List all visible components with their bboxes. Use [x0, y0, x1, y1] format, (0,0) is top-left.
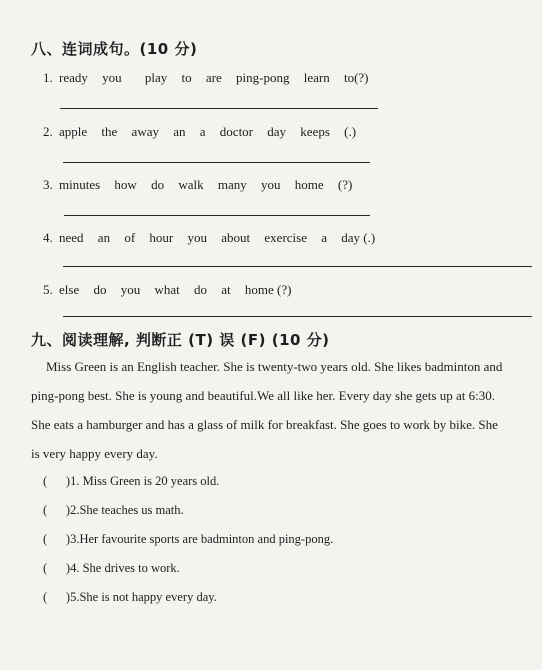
statement-5[interactable]: ( )5.She is not happy every day. — [43, 590, 217, 604]
section-8-title: 八、连词成句。(10 分) — [31, 40, 198, 58]
word: of — [124, 230, 136, 245]
word: to — [181, 70, 192, 85]
word: to(?) — [343, 70, 369, 85]
word: minutes — [59, 177, 101, 192]
statement-2[interactable]: ( )2.She teaches us math. — [43, 503, 184, 517]
passage-line-4: is very happy every day. — [31, 446, 158, 461]
word: ready — [59, 70, 88, 85]
question-5 — [43, 282, 302, 298]
word: at — [221, 282, 231, 297]
question-number: 1. — [43, 70, 53, 85]
word: doctor — [219, 124, 254, 139]
word: are — [205, 70, 222, 85]
word: keeps — [300, 124, 330, 139]
answer-line-3[interactable] — [64, 215, 370, 216]
word: day — [267, 124, 287, 139]
word: home (?) — [244, 282, 292, 297]
word: (?) — [337, 177, 353, 192]
word: need — [59, 230, 84, 245]
word: an — [173, 124, 186, 139]
word: else — [59, 282, 80, 297]
word: play — [144, 70, 168, 85]
word: you — [187, 230, 208, 245]
answer-line-4[interactable] — [63, 266, 532, 267]
word: learn — [303, 70, 330, 85]
word: apple — [59, 124, 88, 139]
word: you — [102, 70, 122, 85]
word: about — [221, 230, 251, 245]
word: do — [151, 177, 165, 192]
word: walk — [178, 177, 204, 192]
statement-1[interactable]: ( )1. Miss Green is 20 years old. — [43, 474, 220, 488]
passage-line-2: ping-pong best. She is young and beautiful.We all like her. Every day she gets up at 6:30. — [31, 388, 495, 403]
passage-line-1: Miss Green is an English teacher. She is twenty-two years old. She likes badminton and — [46, 359, 503, 374]
question-number: 2. — [43, 124, 53, 139]
word: hour — [149, 230, 174, 245]
answer-line-5[interactable] — [63, 316, 532, 317]
word: day (.) — [341, 230, 376, 245]
statement-3[interactable]: ( )3.Her favourite sports are badminton and ping-pong. — [43, 532, 334, 546]
passage-line-3: She eats a hamburger and has a glass of milk for breakfast. She goes to work by bike. She — [31, 417, 498, 432]
question-1 — [43, 70, 380, 86]
word: many — [217, 177, 247, 192]
word: you — [120, 282, 141, 297]
question-4 — [43, 230, 386, 246]
answer-line-2[interactable] — [63, 162, 370, 163]
word: a — [199, 124, 206, 139]
word: away — [131, 124, 159, 139]
word: home — [294, 177, 324, 192]
word: do — [194, 282, 207, 297]
question-number: 3. — [43, 177, 53, 192]
word: a — [321, 230, 328, 245]
word: the — [101, 124, 118, 139]
question-2 — [43, 124, 367, 140]
word: an — [97, 230, 111, 245]
word: how — [114, 177, 137, 192]
word: (.) — [344, 124, 357, 139]
word: you — [260, 177, 281, 192]
question-number: 5. — [43, 282, 53, 297]
statement-4[interactable]: ( )4. She drives to work. — [43, 561, 180, 575]
word: what — [154, 282, 180, 297]
word: exercise — [264, 230, 307, 245]
section-9-title: 九、阅读理解, 判断正 (T) 误 (F) (10 分) — [31, 331, 330, 349]
answer-line-1[interactable] — [60, 108, 378, 109]
question-number: 4. — [43, 230, 53, 245]
word: ping-pong — [236, 70, 290, 85]
word: do — [93, 282, 107, 297]
question-3 — [43, 177, 363, 193]
